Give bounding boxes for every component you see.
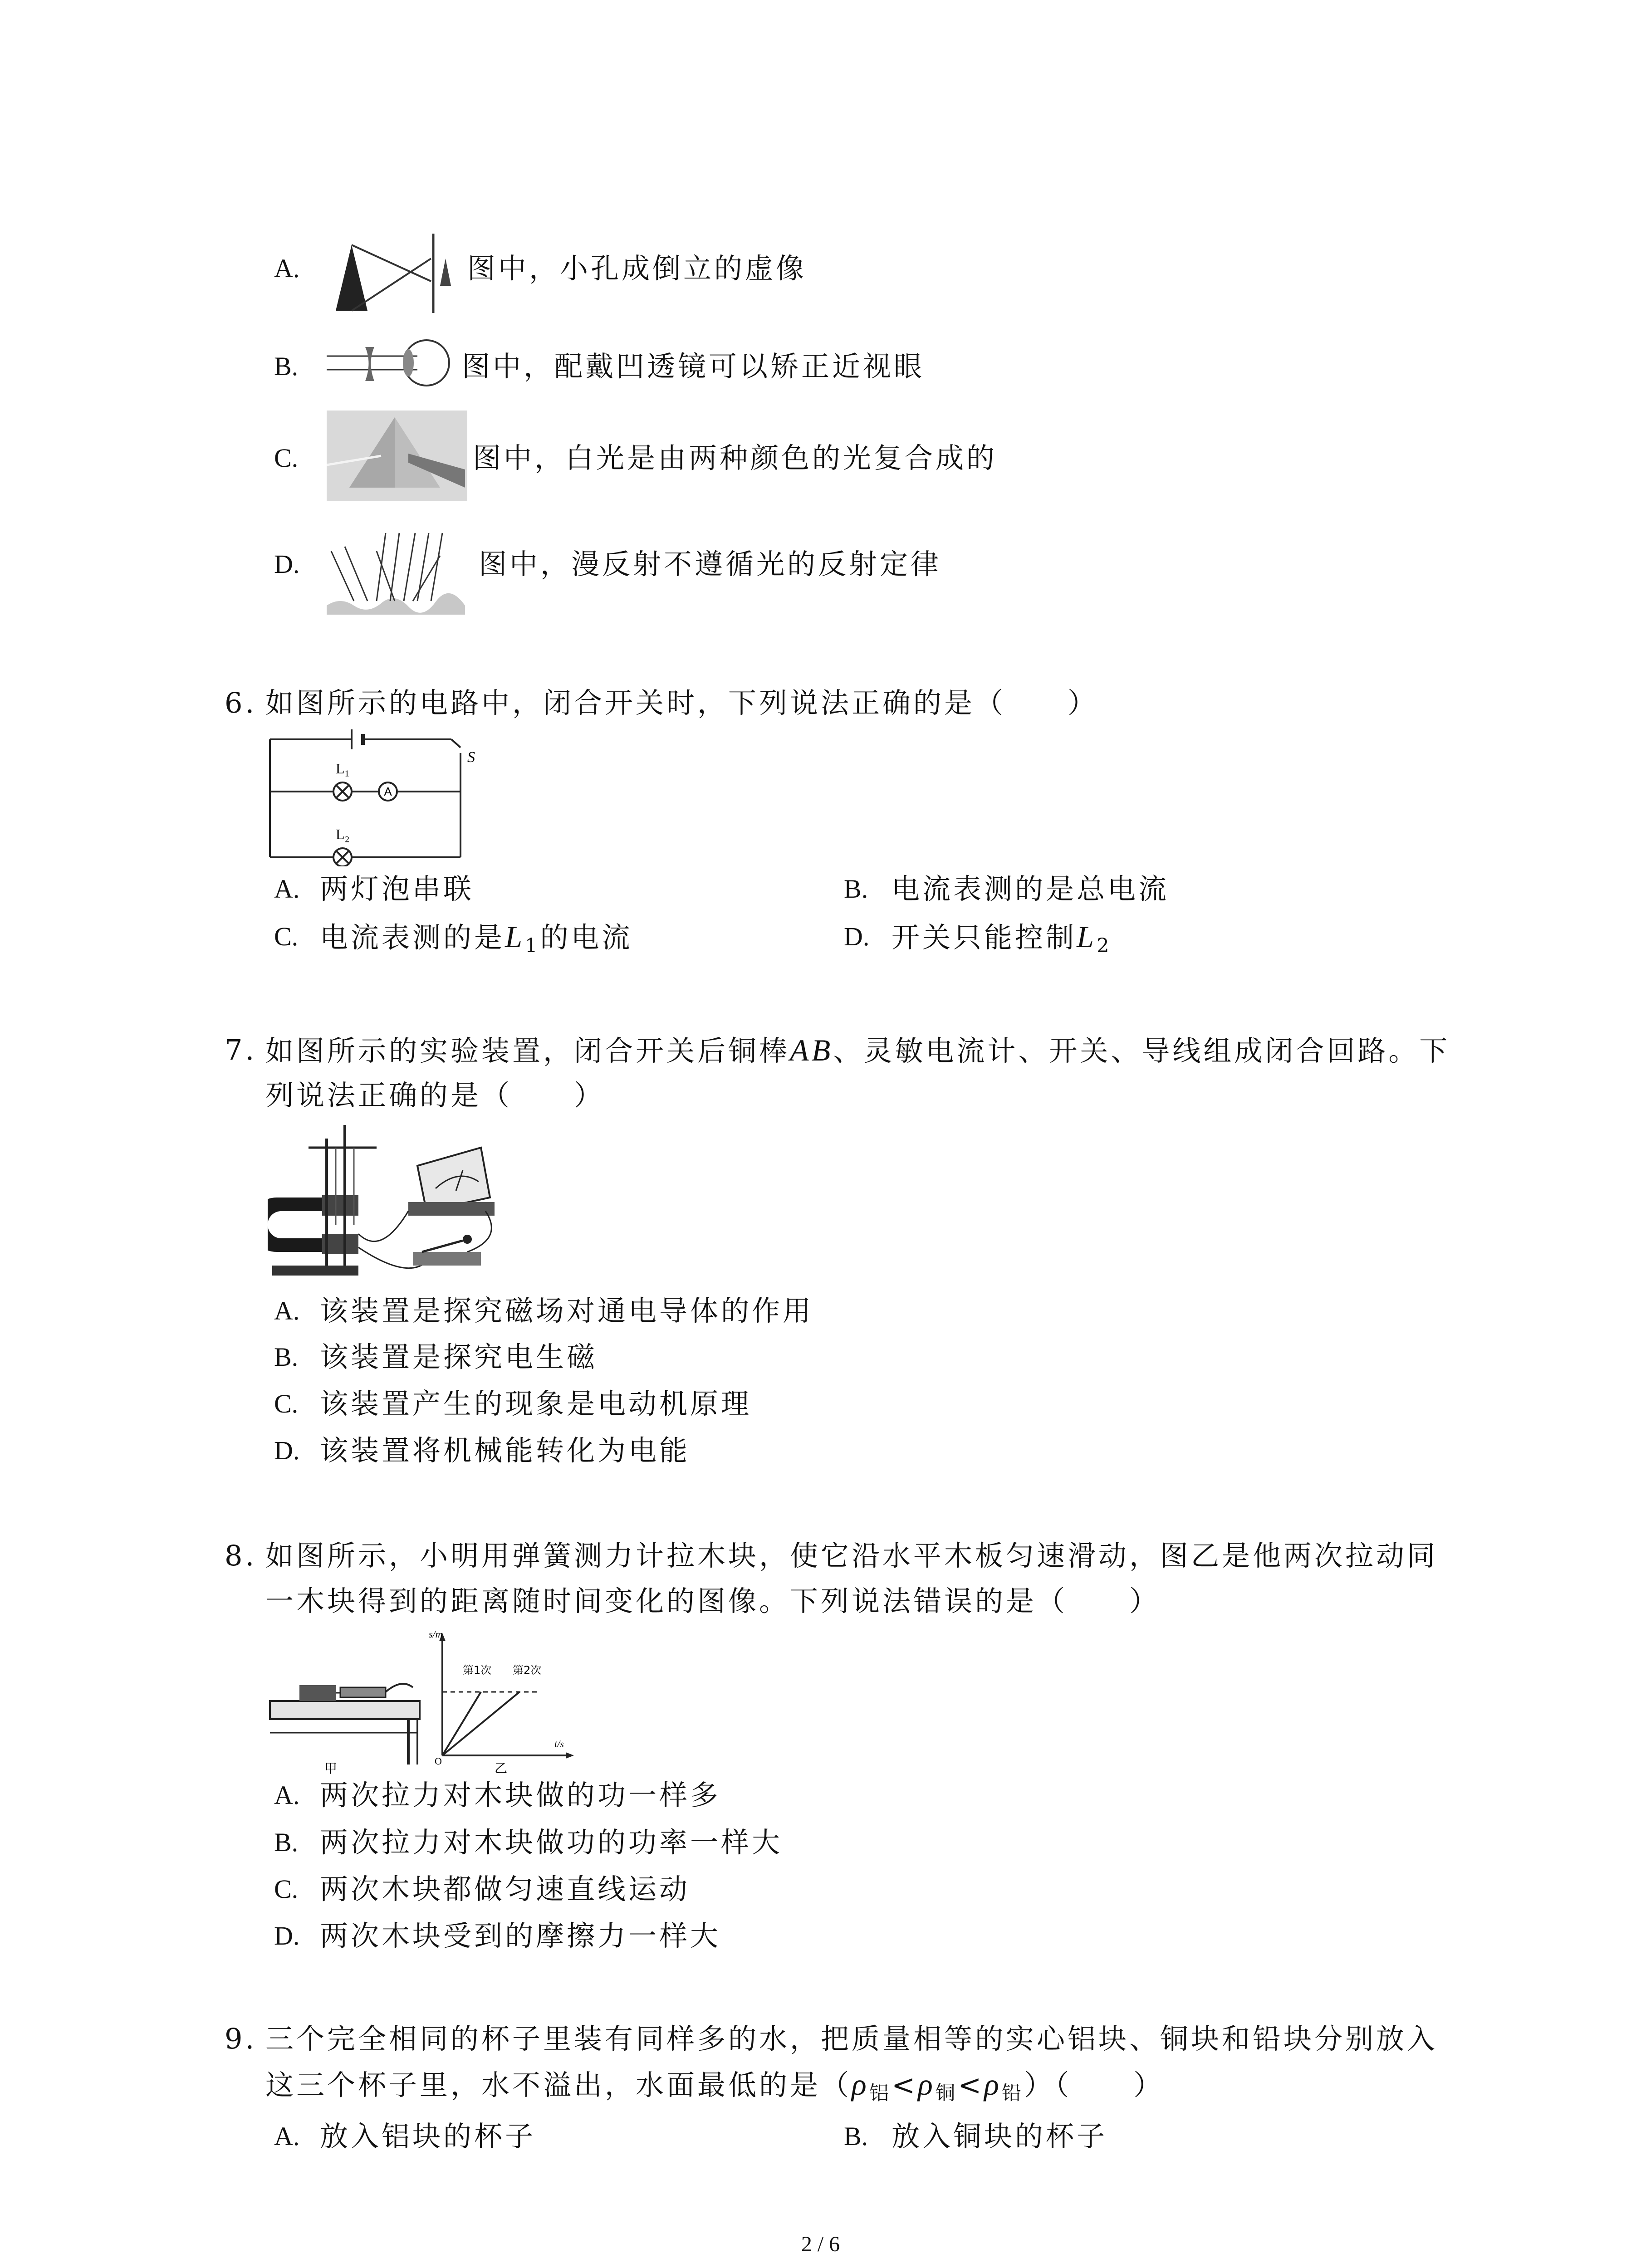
q6-option-d-text-before: 开关只能控制 [892,921,1077,954]
diffuse-reflection-diagram [327,524,465,615]
q8-graph-xlabel: t/s [554,1738,564,1750]
q8-fig-jia-label: 甲 [324,1761,338,1776]
q5-option-a-letter: A. [274,254,300,283]
q7-option-d-text: 该装置将机械能转化为电能 [320,1434,691,1467]
q8-stem-line2: 一木块得到的距离随时间变化的图像。下列说法错误的是（ ） [265,1584,1161,1618]
q8-option-a-letter: A. [274,1780,300,1810]
q8-figure [268,1628,581,1778]
q7-stem-part1: 如图所示的实验装置，闭合开关后铜棒 [265,1034,790,1067]
q6-option-d-var: L [1077,919,1097,954]
myopia-correction-diagram [322,338,458,392]
q6-option-d-sub: 2 [1096,934,1112,957]
q8-stem-line1: 如图所示，小明用弹簧测力计拉木块，使它沿水平木板匀速滑动，图乙是他两次拉动同 [265,1539,1438,1572]
q7-stem-var: AB [790,1033,833,1067]
q7-stem-part2: 、灵敏电流计、开关、导线组成闭合回路。下 [833,1034,1450,1067]
q8-graph-ylabel: s/m [429,1628,443,1640]
q8-graph-origin: O [435,1755,442,1767]
pinhole-diagram [327,227,463,318]
q6-option-c-sub: 1 [524,934,540,957]
q9-sub-2: 铜 [935,2082,958,2105]
q6-number: 6. [225,686,257,719]
q9-rho-1: ρ [852,2067,869,2102]
q9-sub-3: 铅 [1001,2082,1024,2105]
ammeter-symbol: A [384,785,392,798]
q9-stem-line2 [265,2066,1164,2112]
q6-circuit-diagram [261,726,515,866]
q7-induction-apparatus-image [268,1120,504,1284]
page-number: 2 / 6 [801,2232,840,2256]
q6-option-d-letter: D. [844,922,870,951]
q7-option-a-text: 该装置是探究磁场对通电导体的作用 [320,1294,814,1327]
q7-option-a-letter: A. [274,1296,300,1325]
q6-option-c-var: L [505,919,525,954]
q6-option-c-text [320,919,633,964]
q6-option-c-text-after: 的电流 [540,921,633,954]
prism-dispersion-image [327,411,467,501]
q9-option-b-letter: B. [844,2121,868,2151]
q6-option-d-text [892,919,1112,964]
q8-option-b-letter: B. [274,1828,299,1857]
q9-rho-3: ρ [984,2067,1002,2102]
q7-option-b-text: 该装置是探究电生磁 [320,1340,598,1374]
q5-option-a-text: 图中，小孔成倒立的虚像 [467,252,807,285]
lamp2-label: L₂ [336,826,350,842]
q5-option-c-letter: C. [274,443,299,473]
q9-number: 9. [225,2022,257,2055]
q9-stem-after: ）（ ） [1024,2068,1165,2102]
q8-option-c-letter: C. [274,1874,299,1904]
q7-option-c-text: 该装置产生的现象是电动机原理 [320,1387,752,1420]
q8-option-b-text: 两次拉力对木块做功的功率一样大 [320,1826,783,1859]
q7-stem-line2: 列说法正确的是（ ） [265,1079,605,1112]
q8-option-c-text: 两次木块都做匀速直线运动 [320,1872,691,1906]
q8-option-a-text: 两次拉力对木块做的功一样多 [320,1779,721,1812]
q8-number: 8. [225,1539,257,1572]
q9-option-a-text: 放入铝块的杯子 [320,2120,536,2153]
q9-lt-1: < [892,2068,918,2102]
q6-option-a-letter: A. [274,874,300,904]
q9-option-a-letter: A. [274,2121,300,2151]
q6-option-b-text: 电流表测的是总电流 [892,872,1170,905]
q9-stem-line1: 三个完全相同的杯子里装有同样多的水，把质量相等的实心铝块、铜块和铅块分别放入 [265,2022,1438,2055]
q7-number: 7. [225,1033,257,1066]
q9-option-b-text: 放入铜块的杯子 [892,2120,1108,2153]
q9-lt-2: < [958,2068,985,2102]
q7-option-d-letter: D. [274,1436,300,1465]
q5-option-b-text: 图中，配戴凹透镜可以矫正近视眼 [462,350,925,383]
q6-option-c-letter: C. [274,922,299,951]
q8-graph-series2: 第2次 [513,1664,542,1677]
q6-option-c-text-before: 电流表测的是 [320,921,505,954]
q9-sub-1: 铝 [869,2082,892,2105]
q9-rho-2: ρ [918,2067,936,2102]
q8-option-d-letter: D. [274,1921,300,1950]
q6-option-b-letter: B. [844,874,868,904]
q7-option-b-letter: B. [274,1342,299,1372]
q9-stem-before: 这三个杯子里，水不溢出，水面最低的是（ [265,2068,852,2102]
lamp1-label: L₁ [336,760,350,777]
q5-option-b-letter: B. [274,352,299,381]
q8-option-d-text: 两次木块受到的摩擦力一样大 [320,1919,721,1952]
q6-stem: 如图所示的电路中，闭合开关时，下列说法正确的是（ ） [265,686,1099,719]
q6-option-a-text: 两灯泡串联 [320,872,475,905]
q5-option-c-text: 图中，白光是由两种颜色的光复合成的 [473,441,998,474]
q5-option-d-letter: D. [274,549,300,579]
q7-option-c-letter: C. [274,1389,299,1418]
q5-option-d-text: 图中，漫反射不遵循光的反射定律 [479,547,942,581]
switch-label: S [467,749,475,766]
q8-graph-series1: 第1次 [463,1664,492,1677]
q7-stem-line1 [265,1032,1450,1069]
q8-fig-yi-label: 乙 [495,1761,508,1776]
